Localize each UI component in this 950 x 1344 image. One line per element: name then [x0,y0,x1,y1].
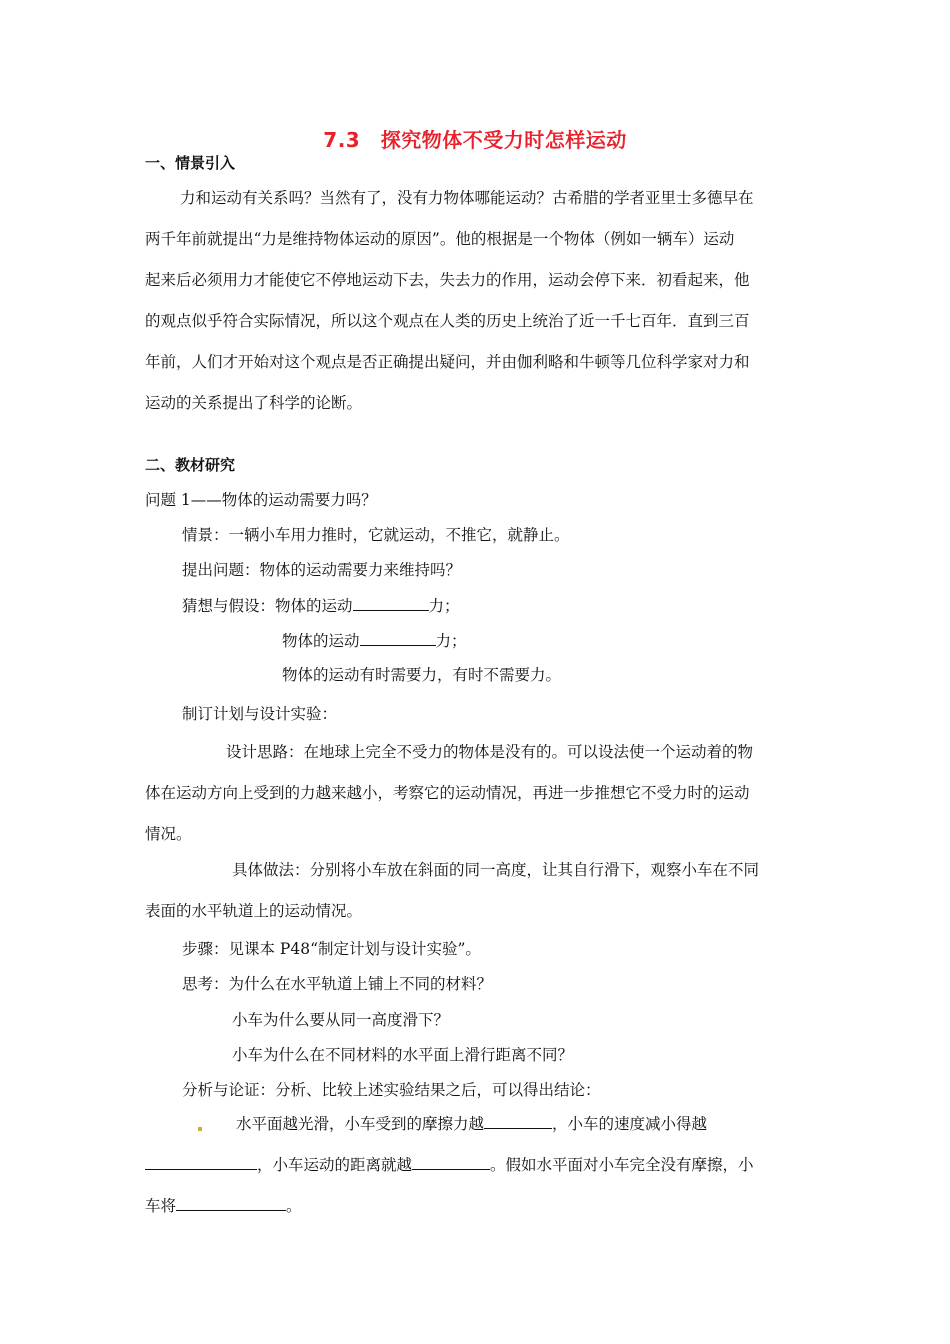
conclusion-text: ，小车的速度减小得越 [552,1115,708,1133]
plan-heading: 制订计划与设计实验： [182,705,338,723]
hypothesis-2-suffix: 力； [435,632,467,650]
design-idea-line: 设计思路：在地球上完全不受力的物体是没有的。可以设法使一个运动着的物 [226,743,754,761]
conclusion-line-1 [236,1113,707,1134]
hypothesis-2 [282,630,467,651]
answer-blank[interactable] [412,1154,490,1170]
hypothesis-1-suffix: 力； [428,597,460,615]
answer-blank[interactable] [353,595,429,611]
design-idea-line: 体在运动方向上受到的力越来越小，考察它的运动情况，再进一步推想它不受力时的运动 [145,784,750,802]
think-question: 小车为什么在不同材料的水平面上滑行距离不同？ [232,1046,574,1064]
intro-line: 的观点似乎符合实际情况，所以这个观点在人类的历史上统治了近一千七百年．直到三百 [145,312,750,330]
propose-question: 提出问题：物体的运动需要力来维持吗？ [182,561,462,579]
answer-blank[interactable] [145,1154,257,1170]
hypothesis-1-prefix: 猜想与假设：物体的运动 [182,597,353,615]
question-1: 问题 1——物体的运动需要力吗？ [145,491,377,509]
answer-blank[interactable] [360,630,436,646]
hypothesis-2-prefix: 物体的运动 [282,632,360,650]
answer-blank[interactable] [176,1195,286,1211]
conclusion-line-2 [145,1154,754,1175]
conclusion-text: 水平面越光滑，小车受到的摩擦力越 [236,1115,485,1133]
conclusion-text: 。假如水平面对小车完全没有摩擦，小 [490,1156,754,1174]
conclusion-line-3 [145,1195,302,1216]
bullet-dot [198,1127,202,1131]
intro-line: 运动的关系提出了科学的论断。 [145,394,363,412]
study-heading: 二、教材研究 [145,456,236,474]
method-line: 表面的水平轨道上的运动情况。 [145,902,363,920]
conclusion-text: 车将 [145,1197,177,1215]
intro-line: 起来后必须用力才能使它不停地运动下去，失去力的作用，运动会停下来．初看起来，他 [145,271,750,289]
steps-text: 步骤：见课本 P48“制定计划与设计实验”。 [182,940,481,958]
hypothesis-1 [182,595,460,616]
scenario-text: 情景：一辆小车用力推时，它就运动，不推它，就静止。 [182,526,570,544]
page-title: 7.3 探究物体不受力时怎样运动 [323,128,627,152]
method-line: 具体做法：分别将小车放在斜面的同一高度，让其自行滑下，观察小车在不同 [232,861,760,879]
conclusion-text: 。 [286,1197,302,1215]
design-idea-line: 情况。 [145,825,192,843]
analysis-heading: 分析与论证：分析、比较上述实验结果之后，可以得出结论： [182,1081,601,1099]
intro-line: 两千年前就提出“力是维持物体运动的原因”。他的根据是一个物体（例如一辆车）运动 [145,230,735,248]
intro-line: 力和运动有关系吗？当然有了，没有力物体哪能运动？古希腊的学者亚里士多德早在 [180,189,754,207]
hypothesis-3: 物体的运动有时需要力，有时不需要力。 [282,666,562,684]
think-question: 思考：为什么在水平轨道上铺上不同的材料？ [182,975,493,993]
think-question: 小车为什么要从同一高度滑下？ [232,1011,450,1029]
intro-line: 年前，人们才开始对这个观点是否正确提出疑问，并由伽利略和牛顿等几位科学家对力和 [145,353,750,371]
answer-blank[interactable] [484,1113,552,1129]
intro-heading: 一、情景引入 [145,154,236,172]
conclusion-text: ，小车运动的距离就越 [257,1156,413,1174]
